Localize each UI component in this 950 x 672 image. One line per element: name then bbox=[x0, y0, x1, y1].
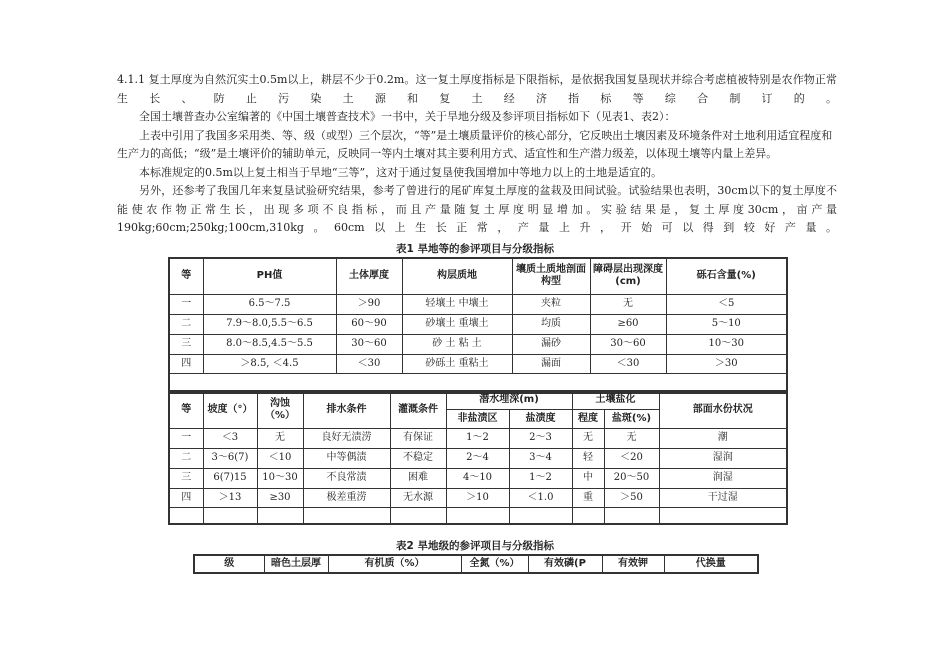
paragraph-1: 4.1.1 复土厚度为自然沉实土0.5m以上，耕层不少于0.2m。这一复土厚度指标是下限指标，是依据我国复垦现状并综合考虑植被特别是农作物正常生长、防止污染土源和复土经济指标等综合制订的。 bbox=[117, 73, 837, 105]
table1-lower bbox=[168, 390, 788, 525]
cell: 干过湿 bbox=[659, 488, 787, 507]
cell: 轻 bbox=[572, 448, 604, 468]
cell: 无水源 bbox=[390, 488, 446, 507]
cell: ＜30 bbox=[336, 354, 402, 373]
paragraph-2: 全国土壤普查办公室编著的《中国土壤普查技术》一书中，关于旱地分级及参评项目指标如下（见表1、表2）： bbox=[139, 110, 676, 123]
col-header: 壤质土质地剖面构型 bbox=[512, 258, 590, 294]
col-header: 等 bbox=[169, 258, 203, 294]
col-header: 代换量 bbox=[664, 555, 758, 573]
cell: 30～60 bbox=[590, 334, 666, 354]
cell: 一 bbox=[169, 428, 203, 448]
cell: ＞90 bbox=[336, 294, 402, 314]
table-row bbox=[169, 468, 787, 488]
col-header: 构层质地 bbox=[402, 258, 512, 294]
cell: ＜3 bbox=[203, 428, 257, 448]
col-subheader: 盐斑(%) bbox=[604, 409, 659, 428]
table-row bbox=[169, 428, 787, 448]
cell: ≥30 bbox=[257, 488, 303, 507]
cell: 3～4 bbox=[509, 448, 572, 468]
cell: 不良常渍 bbox=[303, 468, 390, 488]
cell: 无 bbox=[257, 428, 303, 448]
cell: 湿润 bbox=[659, 448, 787, 468]
cell: 10～30 bbox=[666, 334, 787, 354]
cell: 2～3 bbox=[509, 428, 572, 448]
empty-cell bbox=[390, 507, 446, 524]
cell: ＜5 bbox=[666, 294, 787, 314]
empty-cell bbox=[257, 507, 303, 524]
paragraph-4: 本标准规定的0.5m以上复土相当于旱地“三等”，这对于通过复垦使我国增加中等地力以上的土地是适宜的。 bbox=[139, 165, 663, 179]
cell: 砂壤土 重壤土 bbox=[402, 314, 512, 334]
cell: 无 bbox=[590, 294, 666, 314]
cell: 3～6(7) bbox=[203, 448, 257, 468]
cell: 10～30 bbox=[257, 468, 303, 488]
cell: 30～60 bbox=[336, 334, 402, 354]
cell: 困难 bbox=[390, 468, 446, 488]
col-header: 灌溉条件 bbox=[390, 391, 446, 428]
cell: ＜20 bbox=[604, 448, 659, 468]
cell: 2～4 bbox=[446, 448, 509, 468]
cell: 四 bbox=[169, 354, 203, 373]
cell: ＞8.5, ＜4.5 bbox=[203, 354, 336, 373]
table-row bbox=[169, 448, 787, 468]
cell: 不稳定 bbox=[390, 448, 446, 468]
empty-cell bbox=[446, 507, 509, 524]
empty-cell bbox=[203, 507, 257, 524]
cell: 重 bbox=[572, 488, 604, 507]
cell: 5～10 bbox=[666, 314, 787, 334]
cell: 4～10 bbox=[446, 468, 509, 488]
table-row bbox=[169, 354, 787, 373]
table-row-empty bbox=[169, 507, 787, 524]
cell: 极差重涝 bbox=[303, 488, 390, 507]
col-subheader: 非盐渍区 bbox=[446, 409, 509, 428]
cell: 三 bbox=[169, 468, 203, 488]
table-row bbox=[169, 488, 787, 507]
cell: ＞13 bbox=[203, 488, 257, 507]
col-header: 级 bbox=[194, 555, 264, 573]
col-header: 有效钾 bbox=[602, 555, 664, 573]
empty-cell bbox=[169, 507, 203, 524]
cell: 漏砂 bbox=[512, 334, 590, 354]
paragraph-5: 另外，还参考了我国几年来复垦试验研究结果，参考了曾进行的尾矿库复土厚度的盆栽及田间试验。试验结果也表明，30cm以下的复土厚度不能使农作物正常生长，出现多项不良指标，而且产量随复土厚度明显增加。实验结果是，复土厚度30cm，亩产量190kg;60cm;250kg;100cm,310kg。60cm以上生长正常，产量上升，开始可以得到较好产量。 bbox=[117, 184, 837, 234]
col-header: 土体厚度 bbox=[336, 258, 402, 294]
cell: ＞10 bbox=[446, 488, 509, 507]
cell: 1～2 bbox=[446, 428, 509, 448]
table1-upper bbox=[168, 257, 788, 394]
table-row bbox=[169, 334, 787, 354]
cell: 有保证 bbox=[390, 428, 446, 448]
cell: 1～2 bbox=[509, 468, 572, 488]
cell: 二 bbox=[169, 448, 203, 468]
cell: 均质 bbox=[512, 314, 590, 334]
cell: ≥60 bbox=[590, 314, 666, 334]
cell: 中 bbox=[572, 468, 604, 488]
table-row bbox=[169, 314, 787, 334]
cell: 轻壤土 中壤土 bbox=[402, 294, 512, 314]
col-header: 有机质（%） bbox=[328, 555, 461, 573]
cell: 漏面 bbox=[512, 354, 590, 373]
cell: 砂 土 粘 土 bbox=[402, 334, 512, 354]
cell: ＞50 bbox=[604, 488, 659, 507]
col-header: 障碍层出现深度(cm) bbox=[590, 258, 666, 294]
cell: 60～90 bbox=[336, 314, 402, 334]
col-subheader: 盐渍度 bbox=[509, 409, 572, 428]
cell: 中等偶渍 bbox=[303, 448, 390, 468]
empty-cell bbox=[509, 507, 572, 524]
col-header: 砾石含量(%) bbox=[666, 258, 787, 294]
col-header: 沟蚀（%） bbox=[257, 391, 303, 428]
cell: 8.0～8.5,4.5～5.5 bbox=[203, 334, 336, 354]
col-header: 潜水埋深(m) bbox=[446, 391, 572, 409]
paragraph-3: 上表中引用了我国多采用类、等、级（或型）三个层次，“等”是土壤质量评价的核心部分，它反映出土壤因素及环境条件对土地利用适宜程度和生产力的高低；“级”是土壤评价的辅助单元，反映同一等内土壤对其主要利用方式、适宜性和生产潜力级差，以体现土壤等内量上差异。 bbox=[117, 128, 833, 160]
cell: 无 bbox=[572, 428, 604, 448]
cell: 夹粒 bbox=[512, 294, 590, 314]
table2-caption: 表2 旱地级的参评项目与分级指标 bbox=[396, 540, 554, 552]
col-header: 有效磷(P bbox=[528, 555, 602, 573]
cell: 无 bbox=[604, 428, 659, 448]
col-subheader: 程度 bbox=[572, 409, 604, 428]
cell: 6.5～7.5 bbox=[203, 294, 336, 314]
cell: 砂砾土 重粘土 bbox=[402, 354, 512, 373]
col-header: 土壤盐化 bbox=[572, 391, 659, 409]
cell: ＜1.0 bbox=[509, 488, 572, 507]
table2 bbox=[193, 554, 759, 574]
cell: 润湿 bbox=[659, 468, 787, 488]
cell: 一 bbox=[169, 294, 203, 314]
cell: 20～50 bbox=[604, 468, 659, 488]
cell: 潮 bbox=[659, 428, 787, 448]
cell: 7.9～8.0,5.5～6.5 bbox=[203, 314, 336, 334]
col-header: 暗色土层厚 bbox=[264, 555, 328, 573]
empty-cell bbox=[572, 507, 604, 524]
cell: ＜10 bbox=[257, 448, 303, 468]
table1-caption: 表1 旱地等的参评项目与分级指标 bbox=[396, 243, 554, 255]
cell: 四 bbox=[169, 488, 203, 507]
col-header: 等 bbox=[169, 391, 203, 428]
table-row bbox=[169, 294, 787, 314]
empty-cell bbox=[604, 507, 659, 524]
col-header: 排水条件 bbox=[303, 391, 390, 428]
cell: ＜30 bbox=[590, 354, 666, 373]
col-header: 全氮（%） bbox=[461, 555, 528, 573]
cell: ＞30 bbox=[666, 354, 787, 373]
col-header: 坡度（°） bbox=[203, 391, 257, 428]
cell: 二 bbox=[169, 314, 203, 334]
cell: 6(7)15 bbox=[203, 468, 257, 488]
col-header: PH值 bbox=[203, 258, 336, 294]
cell: 良好无渍涝 bbox=[303, 428, 390, 448]
body-text bbox=[117, 71, 837, 238]
cell: 三 bbox=[169, 334, 203, 354]
col-header: 部面水份状况 bbox=[659, 391, 787, 428]
empty-cell bbox=[659, 507, 787, 524]
empty-cell bbox=[303, 507, 390, 524]
